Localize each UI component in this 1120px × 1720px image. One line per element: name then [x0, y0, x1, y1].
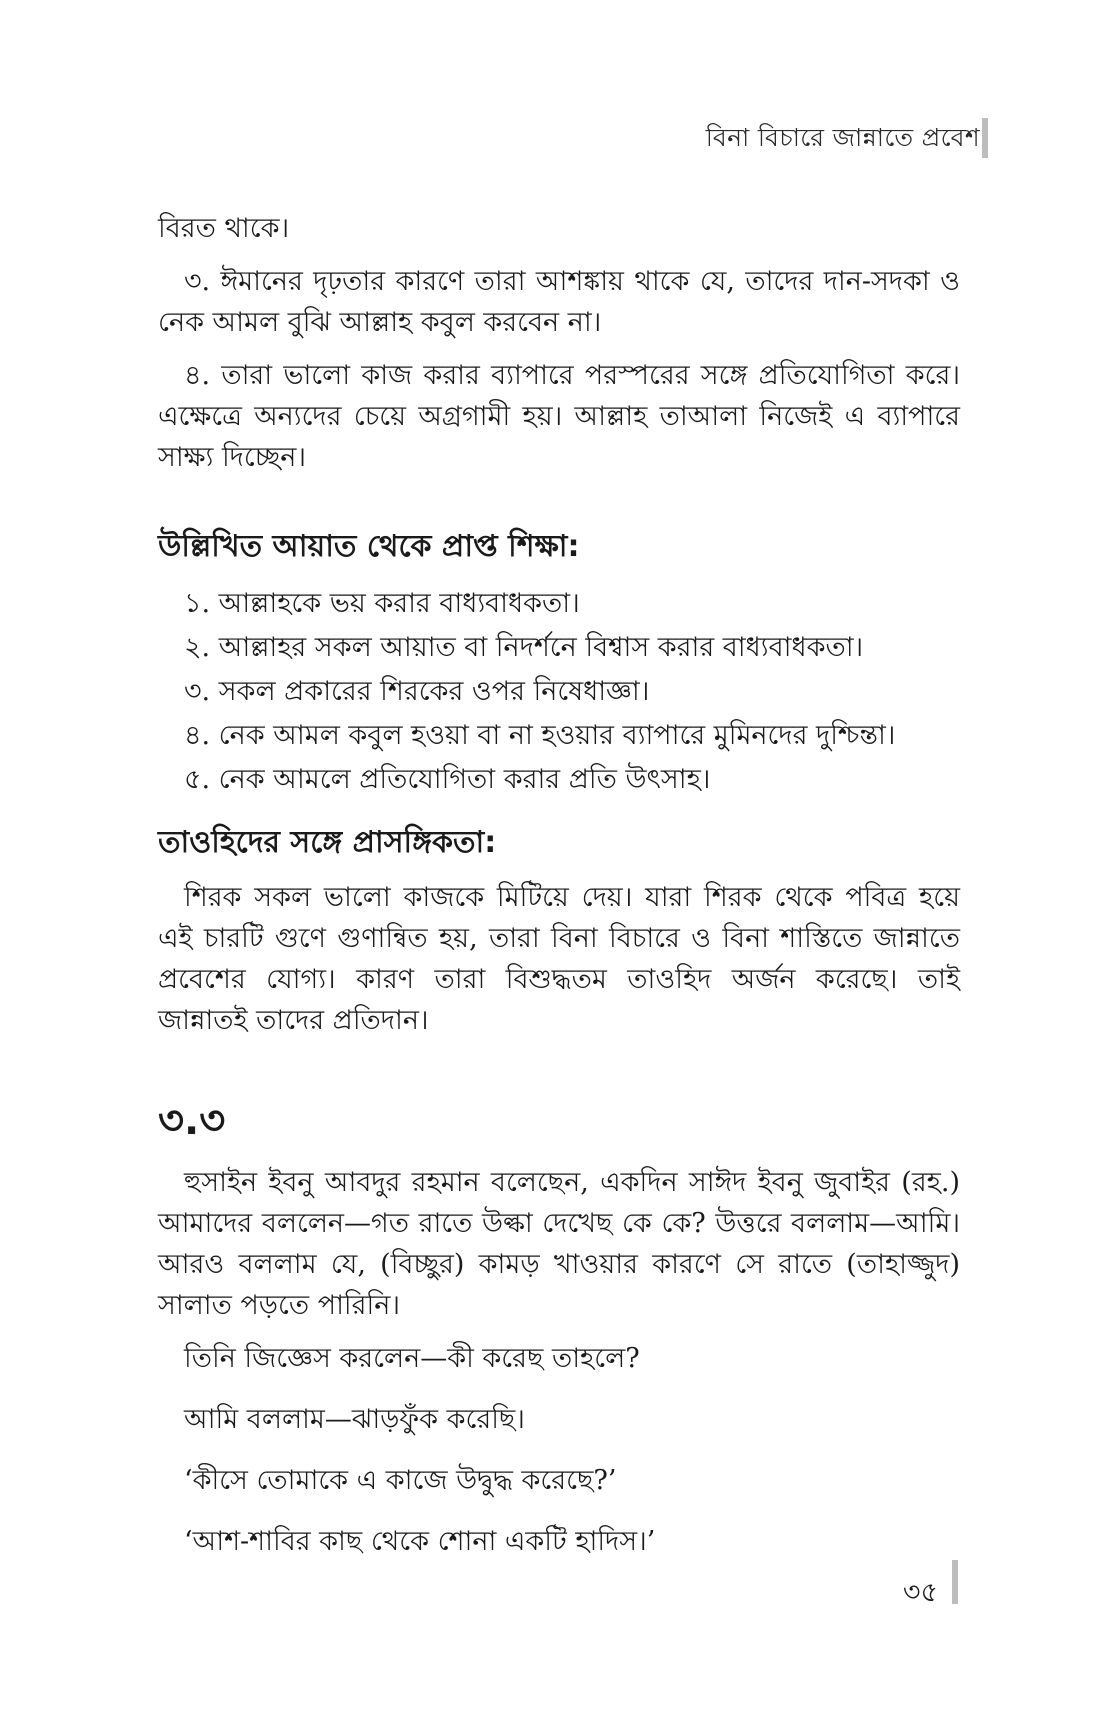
- page-body: [158, 208, 960, 1582]
- section-number: ৩.৩: [158, 1098, 226, 1144]
- dialogue-line: তিনি জিজ্ঞেস করলেন—কী করেছ তাহলে?: [184, 1343, 640, 1374]
- relevance-heading: তাওহিদের সঙ্গে প্রাসঙ্গিকতা:: [158, 825, 497, 860]
- paragraph-point-3: ৩. ঈমানের দৃঢ়তার কারণে তারা আশঙ্কায় থাকে যে, তাদের দান-সদকা ও নেক আমল বুঝি আল্লাহ কবুল করবেন না।: [158, 266, 960, 338]
- lessons-heading: উল্লিখিত আয়াত থেকে প্রাপ্ত শিক্ষা:: [158, 529, 580, 564]
- dialogue-line: ‘কীসে তোমাকে এ কাজে উদ্বুদ্ধ করেছে?’: [184, 1465, 617, 1496]
- paragraph-point-4: ৪. তারা ভালো কাজ করার ব্যাপারে পরস্পরের সঙ্গে প্রতিযোগিতা করে। এক্ষেত্রে অন্যদের চেয়ে অগ্রগামী হয়। আল্লাহ তাআলা নিজেই এ ব্যাপারে সাক্ষ্য দিচ্ছেন।: [158, 360, 960, 473]
- dialogue-line: ‘আশ-শাবির কাছ থেকে শোনা একটি হাদিস।’: [184, 1526, 656, 1557]
- footer-divider: [952, 1560, 958, 1604]
- header-divider: [982, 118, 988, 158]
- running-header: বিনা বিচারে জান্নাতে প্রবেশ: [705, 123, 980, 152]
- list-item: ৩. সকল প্রকারের শিরকের ওপর নিষেধাজ্ঞা।: [184, 676, 650, 707]
- paragraph-continued: বিরত থাকে।: [158, 213, 290, 244]
- dialogue-line: আমি বললাম—ঝাড়ফুঁক করেছি।: [184, 1404, 525, 1435]
- lessons-list: [158, 583, 960, 800]
- page-number: ৩৫: [902, 1577, 938, 1608]
- relevance-paragraph: শিরক সকল ভালো কাজকে মিটিয়ে দেয়। যারা শিরক থেকে পবিত্র হয়ে এই চারটি গুণে গুণান্বিত হয়, তারা বিনা বিচারে ও বিনা শাস্তিতে জান্নাতে প্রবেশের যোগ্য। কারণ তারা বিশুদ্ধতম তাওহিদ অর্জন করেছে। তাই জান্নাতই তাদের প্রতিদান।: [158, 882, 960, 1036]
- list-item: ৪. নেক আমল কবুল হওয়া বা না হওয়ার ব্যাপারে মুমিনদের দুশ্চিন্তা।: [184, 720, 896, 751]
- list-item: ২. আল্লাহর সকল আয়াত বা নিদর্শনে বিশ্বাস করার বাধ্যবাধকতা।: [184, 632, 864, 663]
- narration-paragraph: হুসাইন ইবনু আবদুর রহমান বলেছেন, একদিন সাঈদ ইবনু জুবাইর (রহ.) আমাদের বললেন—গত রাতে উল্কা দেখেছ কে কে? উত্তরে বললাম—আমি। আরও বললাম যে, (বিচ্ছুর) কামড় খাওয়ার কারণে সে রাতে (তাহাজ্জুদ) সালাত পড়তে পারিনি।: [158, 1167, 960, 1321]
- list-item: ৫. নেক আমলে প্রতিযোগিতা করার প্রতি উৎসাহ।: [184, 764, 711, 795]
- list-item: ১. আল্লাহকে ভয় করার বাধ্যবাধকতা।: [184, 588, 580, 619]
